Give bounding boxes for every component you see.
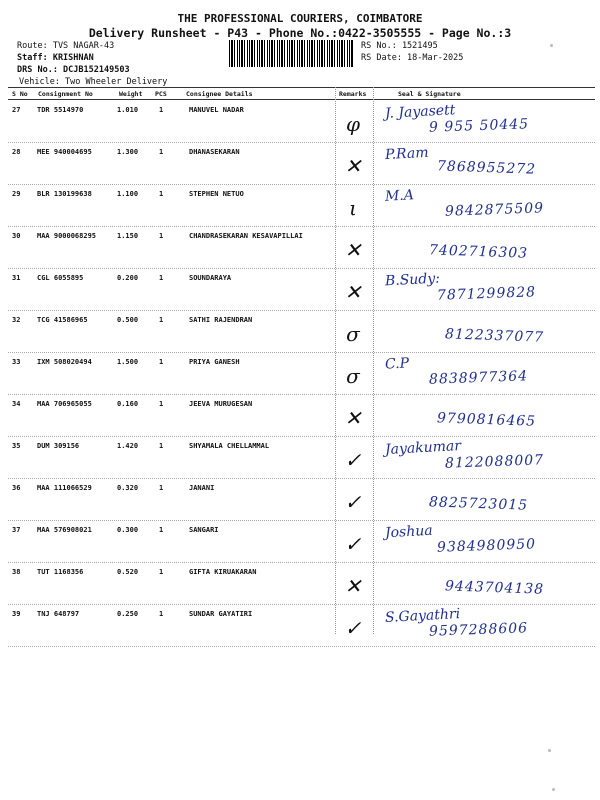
col-weight: Weight <box>119 90 143 98</box>
row-consignee: DHANASEKARAN <box>189 148 240 156</box>
row-weight: 1.300 <box>117 148 139 156</box>
row-consignee: STEPHEN NETUO <box>189 190 244 198</box>
speck <box>550 44 553 47</box>
signature-area <box>373 310 595 352</box>
row-weight: 1.150 <box>117 232 139 240</box>
remark-mark: ✕ <box>344 154 362 178</box>
row-consignment: TNJ 648797 <box>37 610 80 618</box>
remark-mark: ✓ <box>344 532 362 556</box>
row-weight: 1.010 <box>117 106 139 114</box>
col-remarks: Remarks <box>339 90 367 98</box>
table-row <box>8 352 595 395</box>
row-consignee: SOUNDARAYA <box>189 274 232 282</box>
row-weight: 1.100 <box>117 190 139 198</box>
row-weight: 0.200 <box>117 274 139 282</box>
row-pcs: 1 <box>159 484 164 492</box>
row-sno: 30 <box>12 232 21 240</box>
row-consignment: DUM 309156 <box>37 442 80 450</box>
signature-phone: 9790816465 <box>436 410 537 430</box>
row-pcs: 1 <box>159 400 164 408</box>
signature-name: Joshua <box>384 522 433 542</box>
row-consignee: PRIYA GANESH <box>189 358 240 366</box>
row-weight: 0.500 <box>117 316 139 324</box>
row-sno: 33 <box>12 358 21 366</box>
table-row <box>8 604 595 647</box>
row-pcs: 1 <box>159 568 164 576</box>
row-consignee: JEEVA MURUGESAN <box>189 400 253 408</box>
row-pcs: 1 <box>159 610 164 618</box>
row-weight: 0.520 <box>117 568 139 576</box>
remark-mark: ✕ <box>344 574 362 598</box>
col-consignee: Consignee Details <box>186 90 253 98</box>
signature-phone: 7871299828 <box>436 284 537 304</box>
remark-mark: φ <box>345 112 360 136</box>
row-consignment: CGL 6055895 <box>37 274 84 282</box>
row-sno: 37 <box>12 526 21 534</box>
col-signature: Seal & Signature <box>398 90 461 98</box>
rs-number: RS No.: 1521495 <box>361 41 438 51</box>
remark-mark: ✓ <box>344 490 362 514</box>
row-weight: 1.420 <box>117 442 139 450</box>
remark-mark: σ <box>346 364 360 388</box>
row-weight: 0.300 <box>117 526 139 534</box>
row-sno: 29 <box>12 190 21 198</box>
row-consignee: JANANI <box>189 484 215 492</box>
signature-phone: 7868955272 <box>436 158 537 178</box>
table-top-rule <box>8 87 595 88</box>
signature-area <box>373 100 595 142</box>
table-row <box>8 436 595 479</box>
signature-phone: 8122088007 <box>444 452 545 472</box>
route-label: Route: TVS NAGAR-43 <box>17 41 115 51</box>
remark-mark: ✕ <box>344 406 362 430</box>
row-sno: 27 <box>12 106 21 114</box>
remark-mark: ι <box>349 196 357 220</box>
signature-area <box>373 478 595 520</box>
signature-area <box>373 562 595 604</box>
signature-phone: 8122337077 <box>444 326 545 346</box>
speck <box>552 788 555 791</box>
row-pcs: 1 <box>159 358 164 366</box>
row-consignment: MEE 940004695 <box>37 148 92 156</box>
row-consignment: TDR 5514970 <box>37 106 84 114</box>
table-row <box>8 562 595 605</box>
company-title: THE PROFESSIONAL COURIERS, COIMBATORE <box>177 12 423 25</box>
col-pcs: PCS <box>155 90 167 98</box>
signature-phone: 9597288606 <box>428 620 529 640</box>
row-sno: 32 <box>12 316 21 324</box>
row-consignee: CHANDRASEKARAN KESAVAPILLAI <box>189 232 303 240</box>
row-pcs: 1 <box>159 526 164 534</box>
row-sno: 34 <box>12 400 21 408</box>
signature-area <box>373 142 595 184</box>
drs-number: DRS No.: DCJB152149503 <box>17 65 130 75</box>
col-consignment: Consignment No <box>38 90 93 98</box>
signature-name: P.Ram <box>384 144 429 164</box>
signature-name: S.Gayathri <box>384 606 461 626</box>
row-weight: 1.500 <box>117 358 139 366</box>
row-pcs: 1 <box>159 232 164 240</box>
row-consignee: MANUVEL NADAR <box>189 106 244 114</box>
signature-name: J. Jayasett <box>384 102 456 122</box>
remark-mark: ✕ <box>344 280 362 304</box>
signature-phone: 8838977364 <box>428 368 529 388</box>
signature-name: M.A <box>384 187 415 205</box>
barcode <box>229 40 353 67</box>
row-consignment: MAA 706965055 <box>37 400 92 408</box>
row-pcs: 1 <box>159 106 164 114</box>
row-sno: 38 <box>12 568 21 576</box>
table-row <box>8 142 595 185</box>
vehicle-label: Vehicle: Two Wheeler Delivery <box>19 77 168 87</box>
signature-phone: 9842875509 <box>444 200 545 220</box>
signature-area <box>373 394 595 436</box>
signature-area <box>373 184 595 226</box>
runsheet-subtitle: Delivery Runsheet - P43 - Phone No.:0422-3505555 - Page No.:3 <box>88 26 512 40</box>
signature-area <box>373 352 595 394</box>
row-consignment: TUT 1168356 <box>37 568 84 576</box>
row-sno: 35 <box>12 442 21 450</box>
signature-area <box>373 520 595 562</box>
signature-area <box>373 268 595 310</box>
row-pcs: 1 <box>159 316 164 324</box>
table-row <box>8 100 595 143</box>
row-sno: 39 <box>12 610 21 618</box>
signature-area <box>373 604 595 646</box>
table-row <box>8 478 595 521</box>
signature-name: Jayakumar <box>384 438 462 458</box>
row-consignee: SATHI RAJENDRAN <box>189 316 253 324</box>
row-consignee: SHYAMALA CHELLAMMAL <box>189 442 270 450</box>
row-consignment: IXM 508020494 <box>37 358 92 366</box>
table-row <box>8 394 595 437</box>
speck <box>548 749 551 752</box>
signature-phone: 8825723015 <box>428 494 529 514</box>
signature-phone: 7402716303 <box>428 242 529 262</box>
row-weight: 0.320 <box>117 484 139 492</box>
table-row <box>8 184 595 227</box>
table-row <box>8 520 595 563</box>
row-pcs: 1 <box>159 148 164 156</box>
row-consignee: SUNDAR GAYATIRI <box>189 610 253 618</box>
table-row <box>8 226 595 269</box>
signature-area <box>373 226 595 268</box>
row-pcs: 1 <box>159 442 164 450</box>
row-pcs: 1 <box>159 274 164 282</box>
staff-label: Staff: KRISHNAN <box>17 53 94 63</box>
signature-phone: 9443704138 <box>444 578 545 598</box>
signature-name: B.Sudy: <box>384 270 441 290</box>
row-weight: 0.250 <box>117 610 139 618</box>
row-weight: 0.160 <box>117 400 139 408</box>
row-consignee: GIFTA KIRUAKARAN <box>189 568 257 576</box>
remark-mark: ✓ <box>344 616 362 640</box>
remark-mark: ✓ <box>344 448 362 472</box>
row-consignee: SANGARI <box>189 526 219 534</box>
row-consignment: TCG 41586965 <box>37 316 88 324</box>
signature-name: C.P <box>384 355 410 373</box>
row-consignment: MAA 111066529 <box>37 484 92 492</box>
table-row <box>8 268 595 311</box>
signature-phone: 9384980950 <box>436 536 537 556</box>
rs-date: RS Date: 18-Mar-2025 <box>361 53 464 63</box>
row-pcs: 1 <box>159 190 164 198</box>
remark-mark: ✕ <box>344 238 362 262</box>
row-consignment: BLR 130199638 <box>37 190 92 198</box>
row-sno: 36 <box>12 484 21 492</box>
row-consignment: MAA 576908021 <box>37 526 92 534</box>
row-sno: 28 <box>12 148 21 156</box>
remark-mark: σ <box>346 322 360 346</box>
row-consignment: MAA 9000068295 <box>37 232 97 240</box>
signature-phone: 9 955 50445 <box>428 116 530 136</box>
table-row <box>8 310 595 353</box>
row-sno: 31 <box>12 274 21 282</box>
col-sno: S No <box>12 90 28 98</box>
signature-area <box>373 436 595 478</box>
